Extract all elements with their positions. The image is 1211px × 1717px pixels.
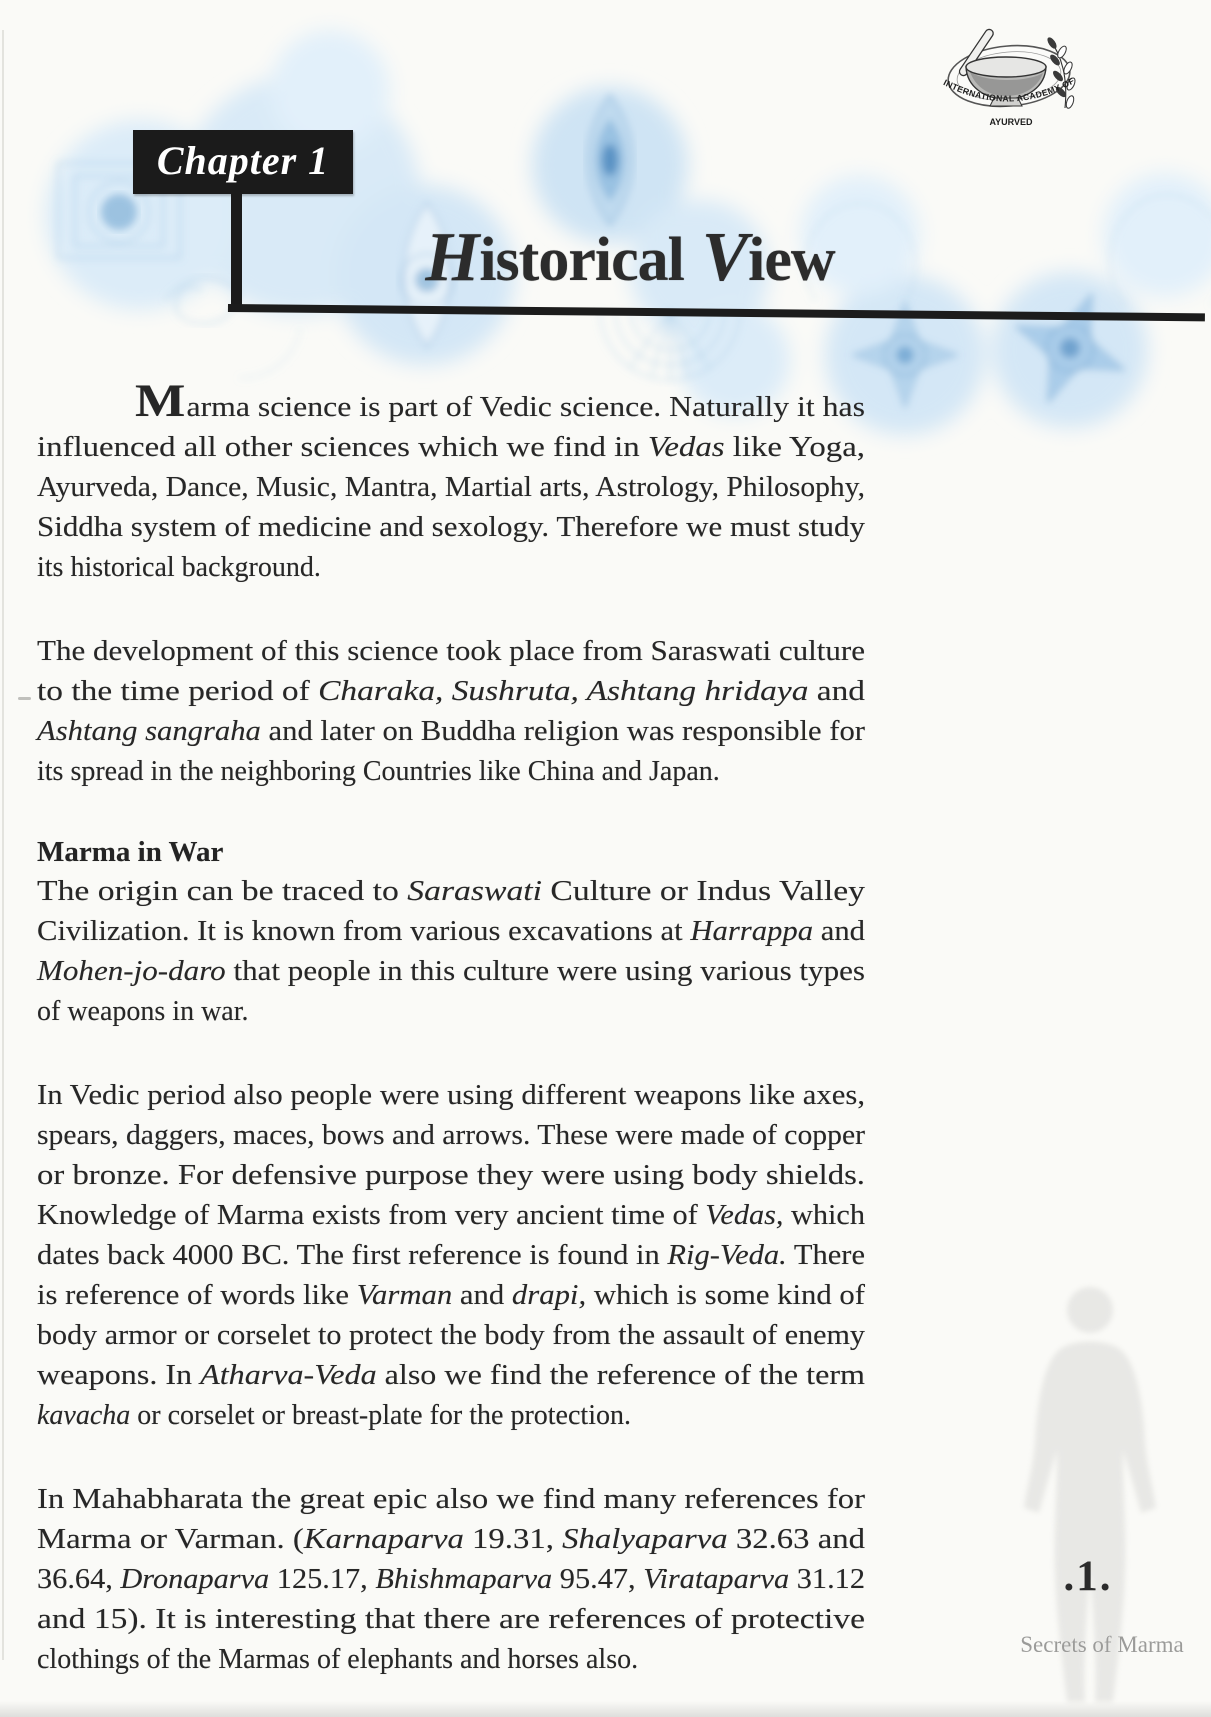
text-line: influenced all other sciences which we find in Vedas like Yoga, xyxy=(37,432,866,463)
text-line: is reference of words like Varman and drapi, which is some kind of xyxy=(37,1280,865,1311)
text-line: spears, daggers, maces, bows and arrows. These were made of copper xyxy=(37,1120,865,1151)
text-line: dates back 4000 BC. The first reference is found in Rig-Veda. There xyxy=(37,1240,865,1271)
title-initial: V xyxy=(701,219,748,296)
text-line: 36.64, Dronaparva 125.17, Bhishmaparva 95.47, Virataparva 31.12 xyxy=(37,1564,866,1595)
text-line: and 15). It is interesting that there are references of protective xyxy=(37,1604,866,1635)
page-number: .1. xyxy=(1063,1553,1113,1600)
text-line: of weapons in war. xyxy=(37,996,249,1027)
text-line: body armor or corselet to protect the body from the assault of enemy xyxy=(37,1320,866,1351)
text-line: In Mahabharata the great epic also we find many references for xyxy=(37,1484,865,1515)
text-line: Civilization. It is known from various excavations at Harrappa and xyxy=(37,916,865,947)
text-line: Ashtang sangraha and later on Buddha religion was responsible for xyxy=(37,716,865,747)
footer-brand: Secrets of Marma xyxy=(1020,1632,1184,1657)
text-line: The development of this science took place from Saraswati culture xyxy=(37,636,865,667)
text-line: Mohen-jo-daro that people in this culture were using various types xyxy=(37,956,866,987)
text-line: In Vedic period also people were using different weapons like axes, xyxy=(37,1080,865,1111)
logo-arc-text: INTERNATIONAL ACADEMY OF xyxy=(941,75,1077,104)
text-line: Marma or Varman. (Karnaparva 19.31, Shalyaparva 32.63 and xyxy=(37,1524,866,1555)
paragraph xyxy=(37,1076,865,1436)
title-word: Historical xyxy=(425,219,684,296)
text-line: Knowledge of Marma exists from very ancient time of Vedas, which xyxy=(37,1200,865,1231)
text-line: or bronze. For defensive purpose they were using body shields. xyxy=(37,1160,865,1191)
page-title xyxy=(370,218,890,302)
text-line: its spread in the neighboring Countries like China and Japan. xyxy=(37,756,720,787)
text-line: The origin can be traced to Saraswati Culture or Indus Valley xyxy=(37,876,866,907)
paragraph xyxy=(37,375,866,588)
chapter-label: Chapter 1 xyxy=(156,137,330,183)
title-initial: H xyxy=(425,219,479,296)
section-heading: Marma in War xyxy=(37,836,224,868)
text-line: to the time period of Charaka, Sushruta, Ashtang hridaya and xyxy=(37,676,865,707)
paragraph xyxy=(37,1480,865,1680)
logo-org-name: AYURVED xyxy=(989,117,1033,127)
mortar-and-pestle-icon xyxy=(928,26,1094,134)
paragraph xyxy=(37,872,865,1032)
drop-cap: M xyxy=(135,375,187,427)
text-line: clothings of the Marmas of elephants and horses also. xyxy=(37,1644,639,1675)
text-line: Marma science is part of Vedic science. Naturally it has xyxy=(135,375,865,427)
text-line: Siddha system of medicine and sexology. Therefore we must study xyxy=(37,512,865,543)
chapter-banner xyxy=(133,130,353,194)
text-line: Ayurveda, Dance, Music, Mantra, Martial arts, Astrology, Philosophy, xyxy=(37,472,865,503)
title-word: View xyxy=(701,219,835,296)
scan-artifact xyxy=(18,697,31,700)
text-line: its historical background. xyxy=(37,552,321,583)
text-line: kavacha or corselet or breast-plate for the protection. xyxy=(37,1400,631,1431)
academy-logo xyxy=(928,26,1094,134)
text-line: weapons. In Atharva-Veda also we find the reference of the term xyxy=(37,1360,865,1391)
body-text xyxy=(37,375,866,1680)
paragraph xyxy=(37,632,865,792)
banner-stem xyxy=(231,194,242,312)
